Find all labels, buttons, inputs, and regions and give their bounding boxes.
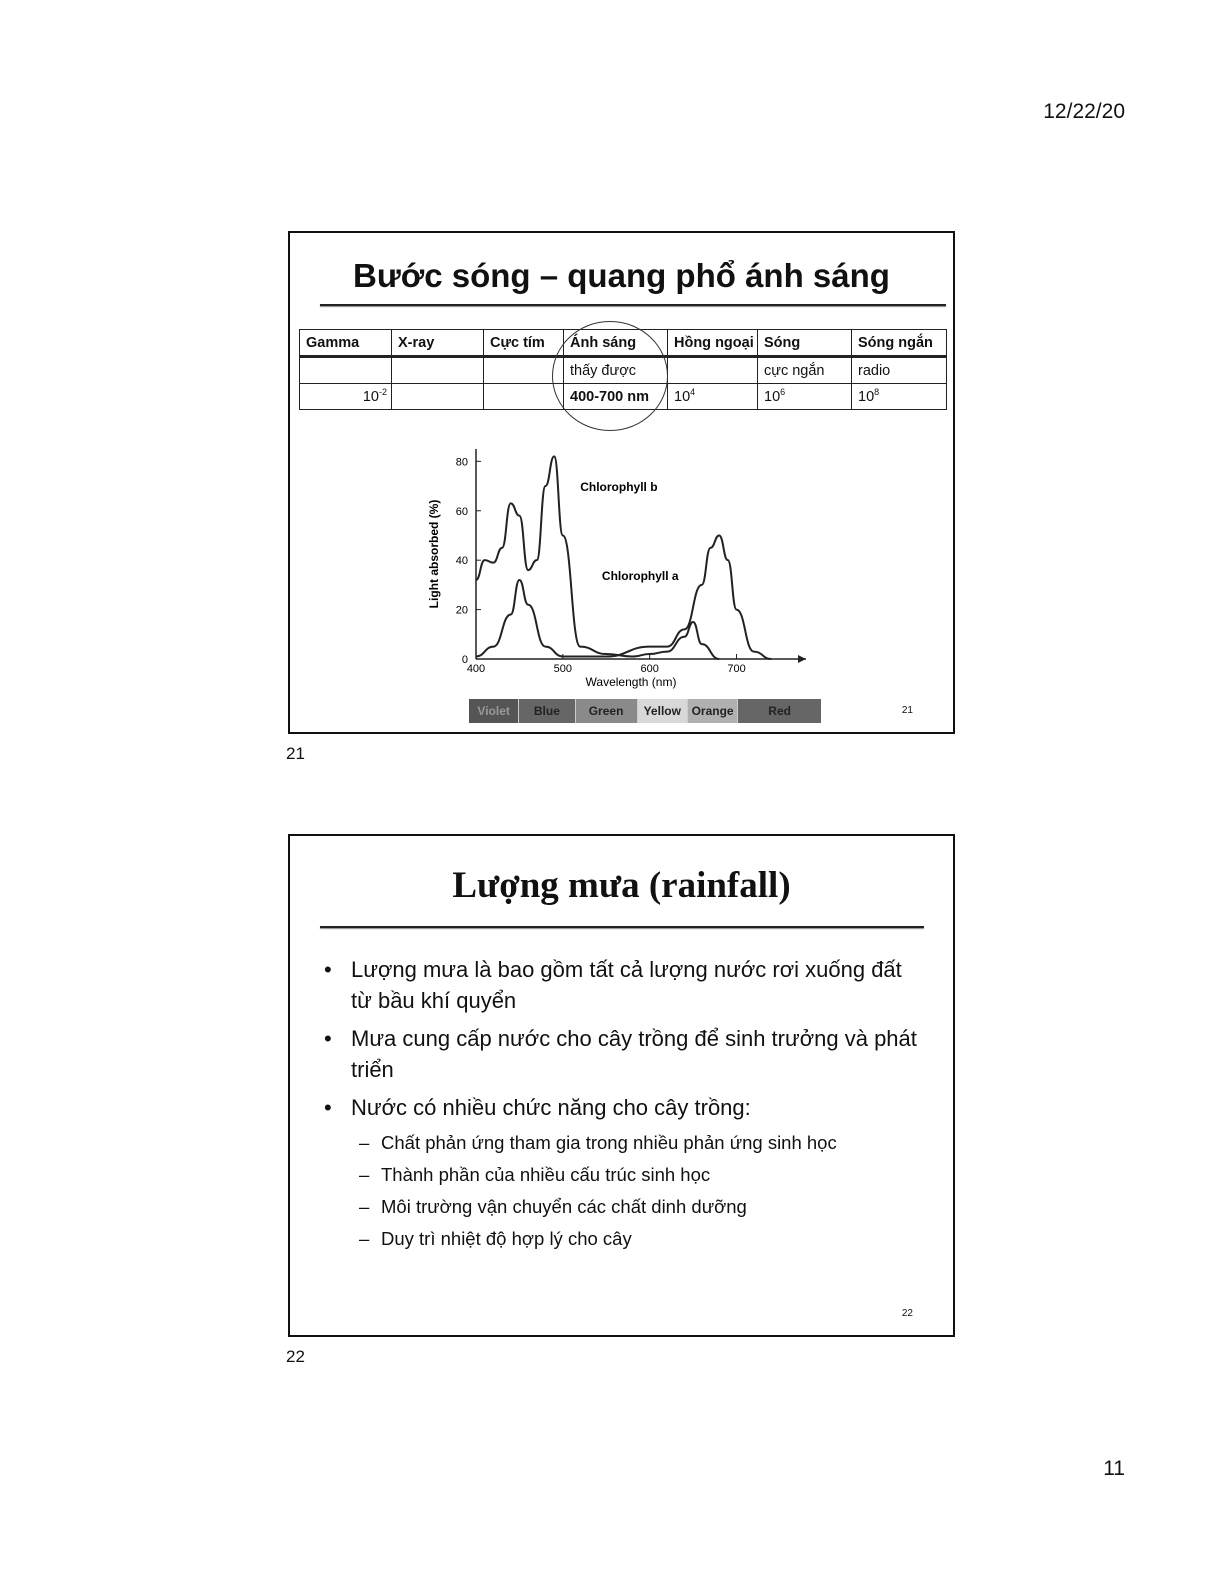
slide-title: Lượng mưa (rainfall)	[452, 865, 791, 906]
y-tick-label: 80	[455, 456, 468, 469]
y-axis-label: Light absorbed (%)	[427, 499, 441, 609]
bullet-list	[324, 954, 924, 1258]
table-header-row	[300, 330, 947, 357]
x-tick-label: 500	[553, 663, 573, 675]
spectrum-table	[299, 329, 947, 410]
bullet-item: • Mưa cung cấp nước cho cây trồng để sinh trưởng và phát triển	[324, 1023, 924, 1085]
x-axis-label: Wavelength (nm)	[585, 675, 677, 689]
header-cell: Gamma	[300, 330, 392, 357]
table-cell	[392, 384, 484, 410]
sub-bullet-item: – Thành phần của nhiều cấu trúc sinh học	[359, 1164, 711, 1185]
header-cell: Ánh sáng	[564, 330, 668, 357]
y-tick-label: 0	[461, 654, 468, 666]
header-cell: Sóng	[758, 330, 852, 357]
x-axis-arrow	[798, 655, 806, 663]
band-orange: Orange	[688, 699, 738, 723]
table-cell	[484, 384, 564, 410]
chart-annotation: Chlorophyll b	[580, 480, 658, 494]
table-cell: 400-700 nm	[564, 384, 668, 410]
chart-svg	[421, 439, 821, 689]
table-cell	[300, 357, 392, 384]
slide-number: 22	[901, 1308, 913, 1319]
header-cell: Hồng ngoại	[668, 330, 758, 357]
table-cell: thấy được	[564, 357, 668, 384]
table-cell: $10^8$	[852, 384, 947, 410]
sub-bullet-item: – Duy trì nhiệt độ hợp lý cho cây	[359, 1228, 632, 1249]
band-blue: Blue	[519, 699, 575, 723]
slide-21	[288, 231, 955, 734]
header-cell: Sóng ngắn	[852, 330, 947, 357]
table-cell: $10^6$	[758, 384, 852, 410]
table-row	[300, 357, 947, 384]
chart-annotation: Chlorophyll a	[601, 568, 679, 583]
color-spectrum-band	[469, 699, 821, 723]
series-line-chlorophyll-a	[476, 535, 771, 659]
slide-number: 21	[901, 705, 913, 716]
bullet-item: • Nước có nhiều chức năng cho cây trồng:	[324, 1092, 924, 1123]
table-cell: $10^{-2}$	[300, 384, 392, 410]
y-tick-label: 40	[455, 555, 468, 568]
x-tick-label: 400	[466, 663, 486, 675]
sub-bullet-item: – Môi trường vận chuyển các chất dinh dưỡng	[359, 1196, 747, 1217]
title-divider	[320, 926, 924, 928]
table-row	[300, 384, 947, 410]
band-green: Green	[576, 699, 638, 723]
x-tick-label: 600	[640, 663, 659, 675]
table-cell: radio	[852, 357, 947, 384]
slide-label: 21	[286, 744, 305, 763]
band-yellow: Yellow	[638, 699, 688, 723]
bullet-item: • Lượng mưa là bao gồm tất cả lượng nước rơi xuống đất từ bầu khí quyển	[324, 954, 924, 1016]
table-cell	[484, 357, 564, 384]
table-cell	[668, 357, 758, 384]
header-cell: Cực tím	[484, 330, 564, 357]
band-red: Red	[738, 699, 821, 723]
slide-22	[288, 834, 955, 1337]
x-tick-label: 700	[727, 663, 746, 675]
table-cell: cực ngắn	[758, 357, 852, 384]
y-tick-label: 20	[455, 604, 468, 617]
y-tick-label: 60	[455, 505, 468, 518]
page-date: 12/22/20	[1043, 100, 1125, 123]
page-number: 11	[1103, 1457, 1125, 1480]
slide-title: Bước sóng – quang phổ ánh sáng	[353, 257, 890, 294]
sub-bullet-item: – Chất phản ứng tham gia trong nhiều phản ứng sinh học	[359, 1132, 837, 1153]
title-divider	[320, 304, 946, 306]
header-cell: X-ray	[392, 330, 484, 357]
absorption-chart	[421, 439, 821, 689]
table-cell: $10^4$	[668, 384, 758, 410]
slide-label: 22	[286, 1347, 305, 1366]
table-cell	[392, 357, 484, 384]
band-violet: Violet	[469, 699, 519, 723]
